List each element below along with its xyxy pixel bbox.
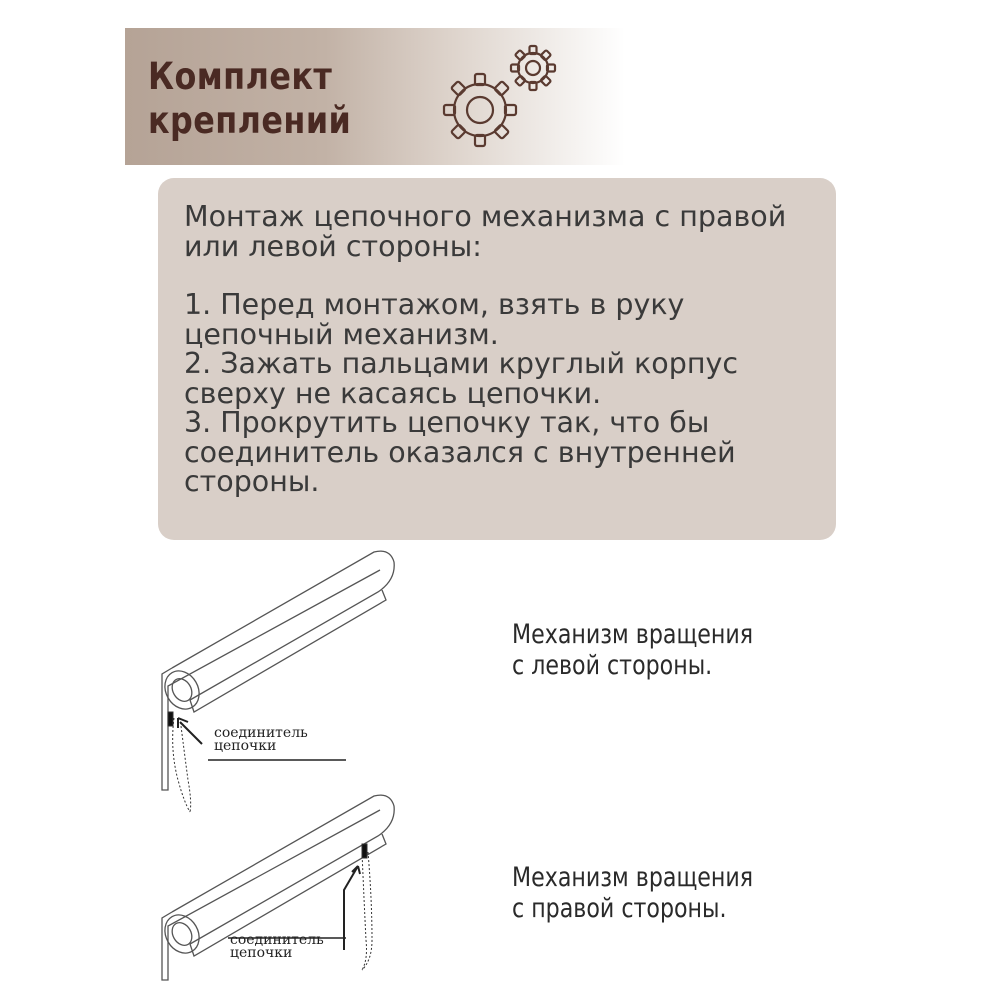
- title-line-1: Комплект: [148, 55, 333, 98]
- title-line-2: креплений: [148, 99, 352, 142]
- intro-line: Монтаж цепочного механизма с правой: [184, 200, 787, 233]
- step-line: соединитель оказался с внутренней: [184, 435, 736, 469]
- roller-blind-diagrams: [150, 540, 410, 1000]
- step-line: стороны.: [184, 465, 320, 498]
- left-connector-label-2: цепочки: [214, 738, 277, 754]
- right-connector-label-2: цепочки: [230, 945, 293, 961]
- left-mechanism-drawing: [158, 551, 394, 790]
- left-mechanism-caption: [512, 619, 753, 681]
- step-line: 1. Перед монтажом, взять в руку: [184, 288, 685, 321]
- right-connector-callout: [344, 866, 360, 950]
- left-connector-label-1: соединитель: [214, 725, 308, 741]
- caption-line: с левой стороны.: [512, 650, 713, 681]
- small-gear-icon: [511, 46, 555, 90]
- step-line: сверху не касаясь цепочки.: [184, 376, 602, 410]
- intro-line: или левой стороны:: [184, 229, 482, 263]
- page-title: [148, 55, 351, 143]
- step-line: 3. Прокрутить цепочку так, что бы: [184, 406, 710, 439]
- step-line: 2. Зажать пальцами круглый корпус: [184, 347, 738, 380]
- large-gear-icon: [444, 74, 516, 146]
- caption-line: Механизм вращения: [512, 619, 754, 650]
- right-connector-label-1: соединитель: [230, 932, 324, 948]
- left-chain: [168, 712, 191, 812]
- caption-line: Механизм вращения: [512, 862, 754, 893]
- right-chain: [362, 844, 372, 970]
- step-line: цепочный механизм.: [184, 317, 499, 351]
- instructions-text: [184, 202, 824, 497]
- right-mechanism-caption: [512, 862, 753, 924]
- caption-line: с правой стороны.: [512, 893, 727, 924]
- gears-icon: [436, 40, 566, 160]
